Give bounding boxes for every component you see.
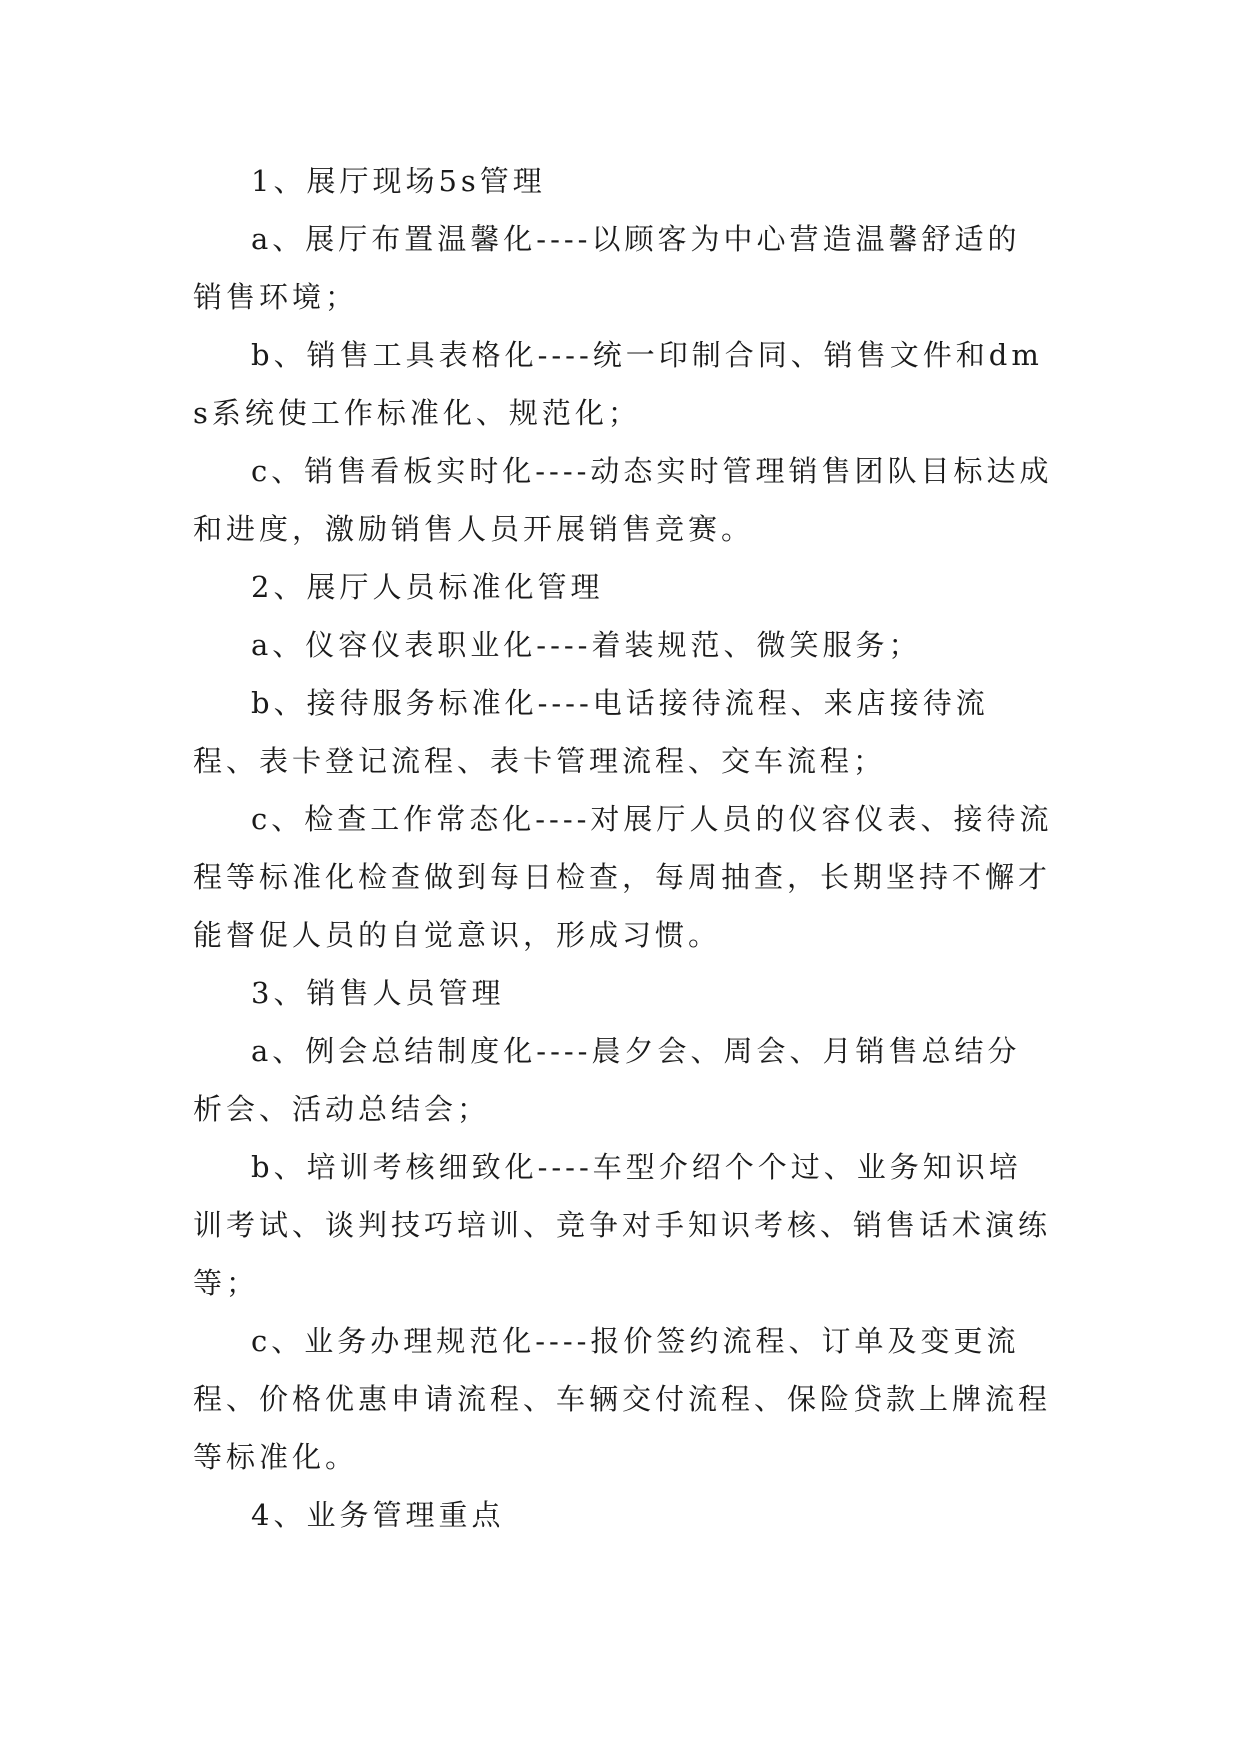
- paragraph-reception-service: b、接待服务标准化----电话接待流程、来店接待流程、表卡登记流程、表卡管理流程、交车流程；: [193, 686, 989, 778]
- document-body: [193, 152, 1053, 1544]
- paragraph-inspection: c、检查工作常态化----对展厅人员的仪容仪表、接待流程等标准化检查做到每日检查，每周抽查，长期坚持不懈才能督促人员的自觉意识，形成习惯。: [193, 802, 1053, 952]
- heading-showroom-5s: 1、展厅现场5s管理: [251, 164, 546, 198]
- paragraph-sales-tools: b、销售工具表格化----统一印制合同、销售文件和dms系统使工作标准化、规范化；: [193, 338, 1043, 430]
- heading-business-focus: 4、业务管理重点: [251, 1498, 505, 1532]
- paragraph-training: b、培训考核细致化----车型介绍个个过、业务知识培训考试、谈判技巧培训、竞争对手知识考核、销售话术演练等；: [193, 1150, 1052, 1300]
- paragraph-appearance: a、仪容仪表职业化----着装规范、微笑服务；: [251, 628, 922, 662]
- heading-showroom-staff: 2、展厅人员标准化管理: [251, 570, 604, 604]
- paragraph-meetings: a、例会总结制度化----晨夕会、周会、月销售总结分析会、活动总结会；: [193, 1034, 1021, 1126]
- paragraph-showroom-layout: a、展厅布置温馨化----以顾客为中心营造温馨舒适的销售环境；: [193, 222, 1021, 314]
- paragraph-business-process: c、业务办理规范化----报价签约流程、订单及变更流程、价格优惠申请流程、车辆交付流程、保险贷款上牌流程等标准化。: [193, 1324, 1052, 1474]
- paragraph-sales-board: c、销售看板实时化----动态实时管理销售团队目标达成和进度，激励销售人员开展销售竞赛。: [193, 454, 1053, 546]
- heading-sales-staff: 3、销售人员管理: [251, 976, 505, 1010]
